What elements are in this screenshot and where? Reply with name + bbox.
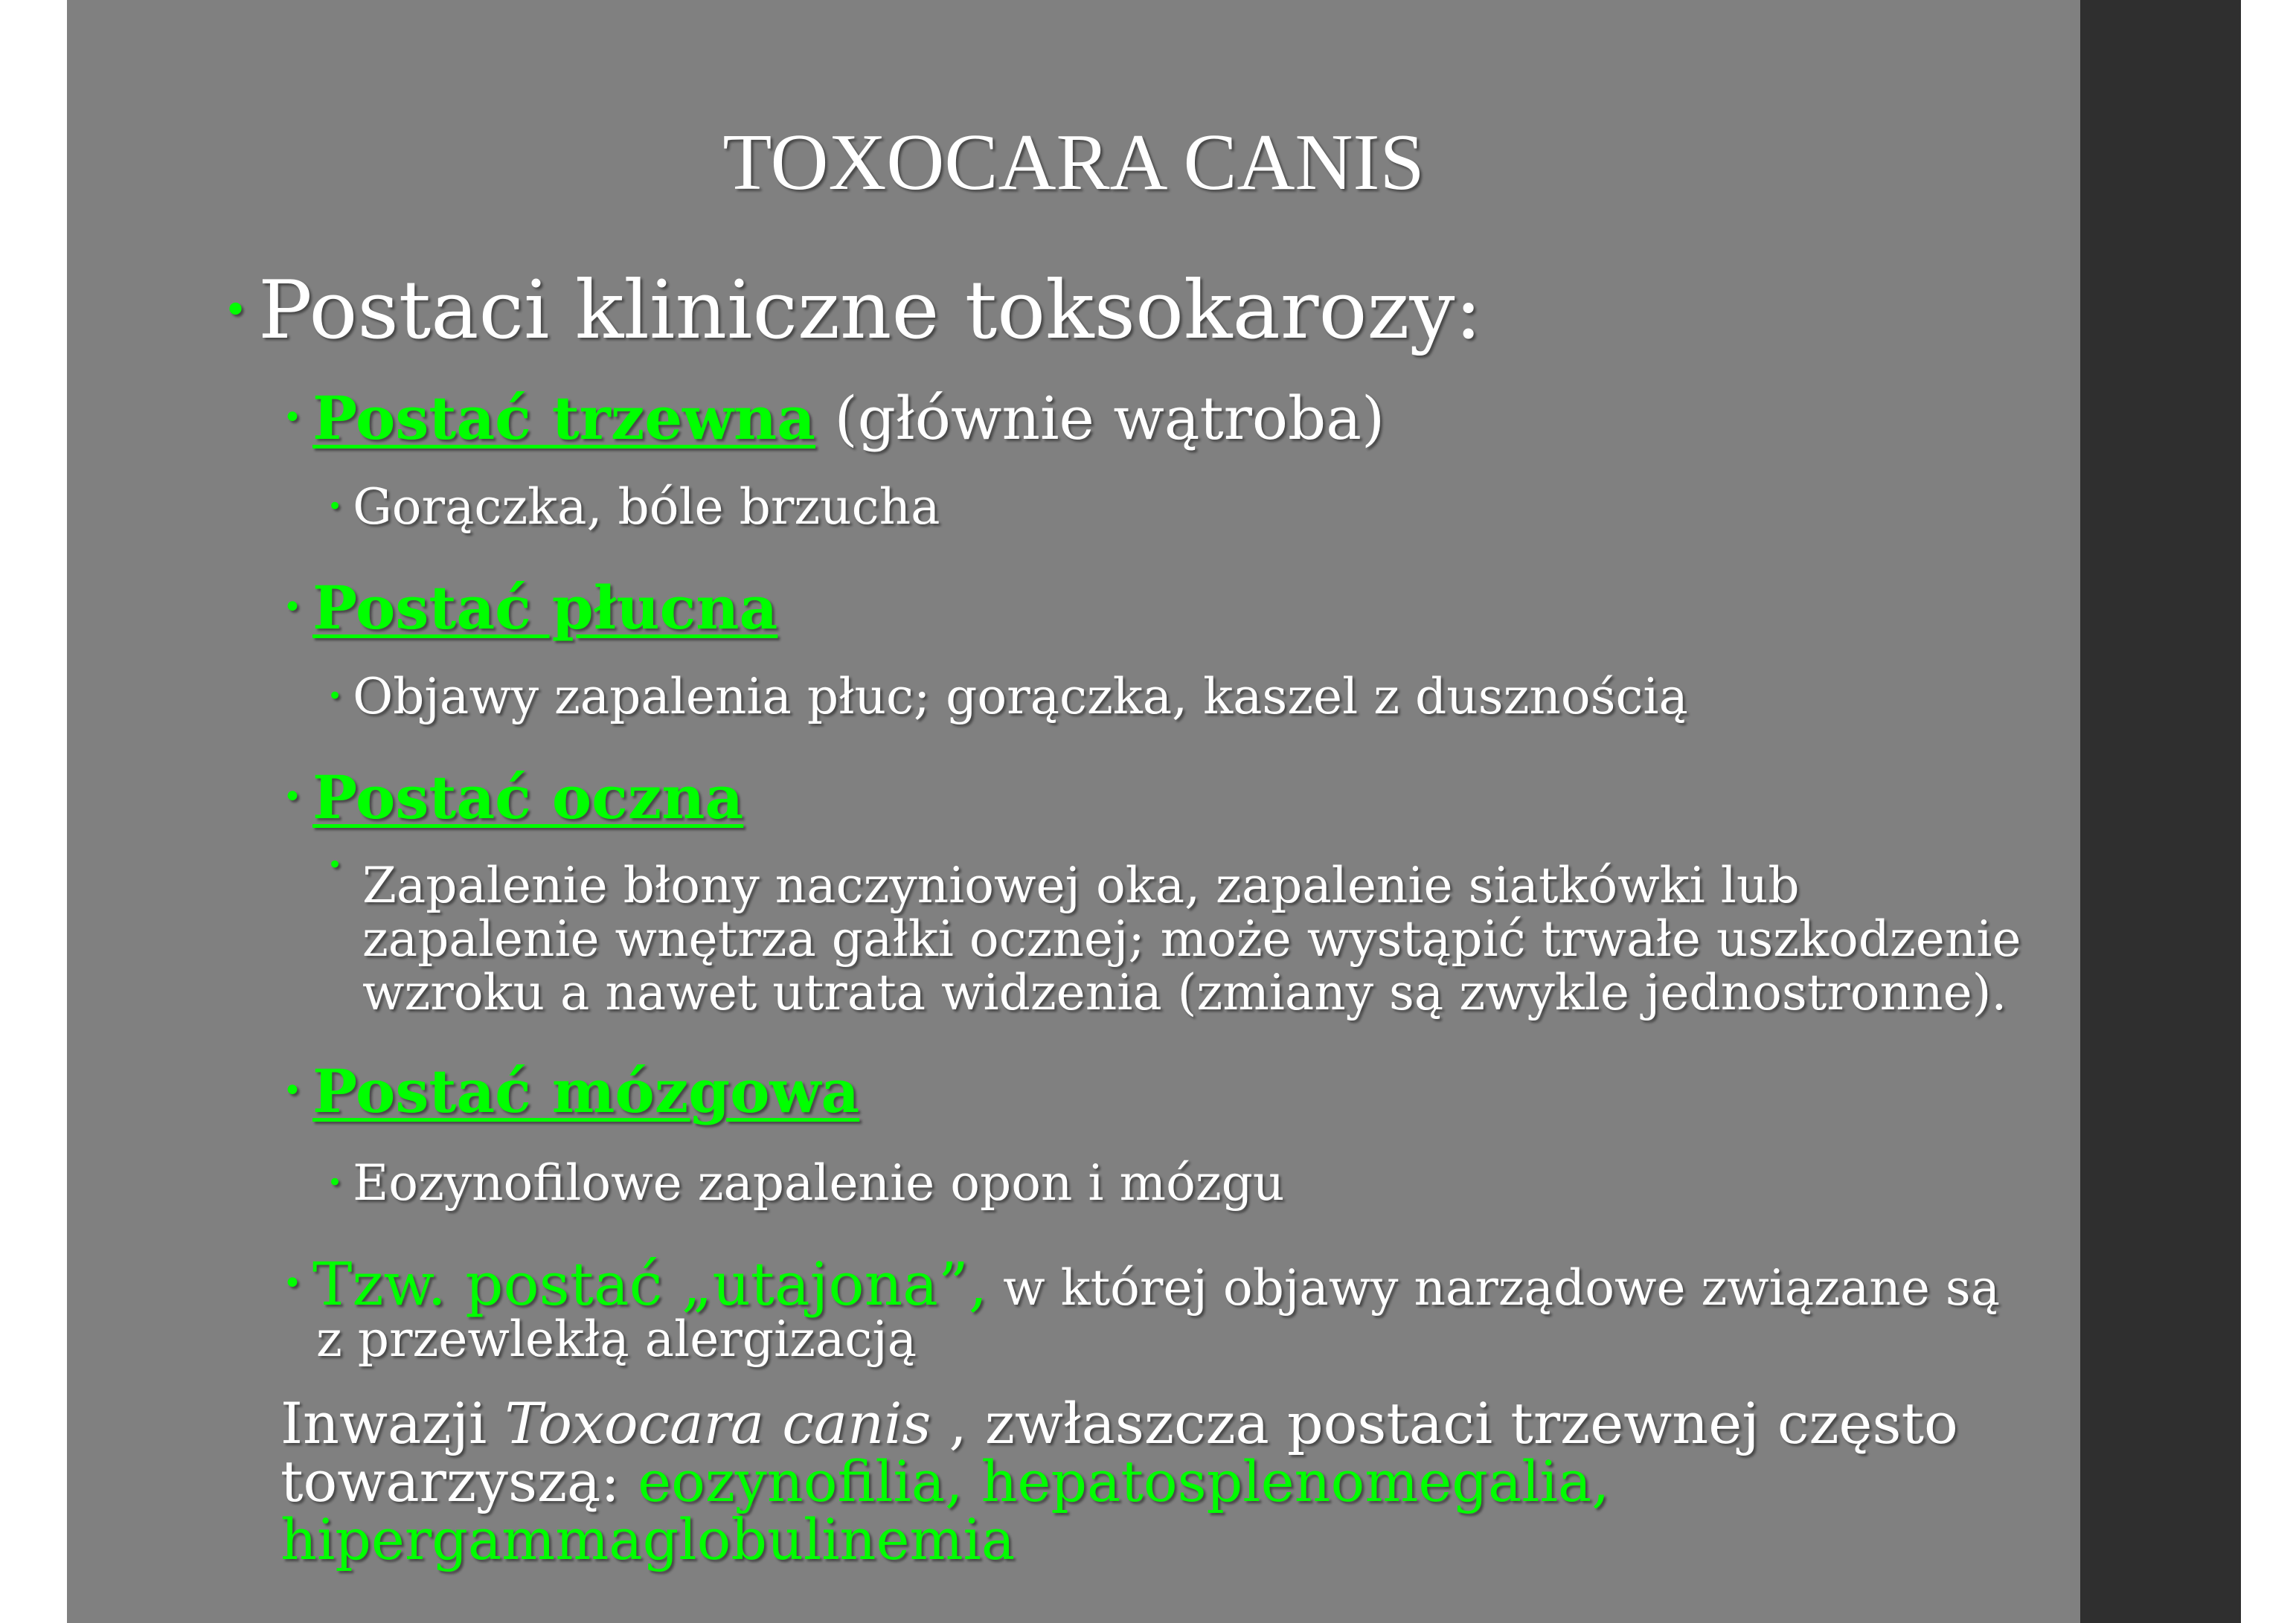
form-item-pulmonary xyxy=(283,573,777,643)
detail-item xyxy=(327,668,1688,725)
side-band xyxy=(2080,0,2241,1623)
form-note: (głównie wątroba) xyxy=(815,384,1385,453)
bullet-icon: • xyxy=(327,492,343,521)
detail-text: Eozynofilowe zapalenie opon i mózgu xyxy=(353,1154,1285,1212)
findings-list: eozynofilia, hepatosplenomegalia, xyxy=(638,1448,1610,1514)
level1-text: Postaci kliniczne toksokarozy: xyxy=(258,264,1482,357)
form-name: Postać płucna xyxy=(312,573,778,643)
bullet-icon: • xyxy=(223,286,248,335)
latent-label: Tzw. postać „utajona”, xyxy=(312,1250,988,1319)
summary-paragraph xyxy=(280,1390,1958,1572)
detail-line: zapalenie wnętrza gałki ocznej; może wystąpić trwałe uszkodzenie xyxy=(362,910,2021,968)
bullet-icon: • xyxy=(327,681,343,711)
detail-text-ocular xyxy=(362,859,2021,1020)
form-item-ocular xyxy=(283,762,743,832)
latent-text-line2: z przewlekłą alergizacją xyxy=(316,1311,917,1368)
form-name: Postać mózgowa xyxy=(312,1056,860,1126)
form-item-latent xyxy=(283,1250,2000,1319)
detail-item xyxy=(327,1154,1284,1212)
summary-rest: , zwłaszcza postaci trzewnej często xyxy=(931,1390,1958,1456)
summary-line-3: hipergammaglobulinemia xyxy=(280,1506,1016,1572)
detail-text: Objawy zapalenia płuc; gorączka, kaszel z dusznością xyxy=(353,668,1688,725)
slide xyxy=(67,0,2080,1623)
bullet-icon: • xyxy=(327,1168,343,1198)
species-name: Toxocara canis xyxy=(504,1390,931,1456)
bullet-icon: • xyxy=(283,1072,302,1110)
bullet-icon: • xyxy=(327,850,343,880)
detail-line: Zapalenie błony naczyniowej oka, zapalenie siatkówki lub xyxy=(362,857,1800,914)
slide-title: TOXOCARA CANIS xyxy=(722,118,1425,207)
bullet-icon: • xyxy=(283,399,302,437)
summary-line-2 xyxy=(280,1448,1958,1514)
summary-line-1 xyxy=(280,1390,1958,1456)
bullet-icon: • xyxy=(283,778,302,816)
level1-item xyxy=(223,264,1482,357)
bullet-icon: • xyxy=(283,1264,302,1302)
detail-text: Gorączka, bóle brzucha xyxy=(353,478,940,536)
bullet-icon: • xyxy=(283,588,302,626)
summary-prefix-2: towarzyszą: xyxy=(280,1448,638,1514)
form-item-cerebral xyxy=(283,1056,859,1126)
detail-item xyxy=(327,850,353,889)
form-name: Postać oczna xyxy=(312,762,744,832)
detail-line: wzroku a nawet utrata widzenia (zmiany są zwykle jednostronne). xyxy=(362,964,2007,1021)
summary-prefix: Inwazji xyxy=(280,1390,505,1456)
latent-text: w której objawy narządowe związane są xyxy=(987,1259,2001,1317)
form-item-visceral xyxy=(283,383,1385,453)
form-name: Postać trzewna xyxy=(312,383,816,453)
detail-item xyxy=(327,478,940,536)
